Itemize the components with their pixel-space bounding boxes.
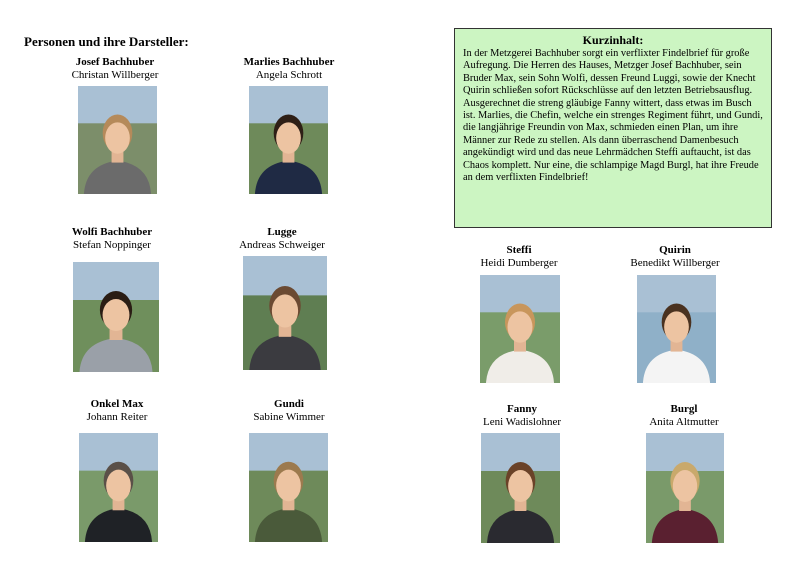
role-name: Josef Bachhuber (75, 56, 155, 68)
actor-name: Christan Willberger (71, 69, 159, 81)
summary-title: Kurzinhalt: (582, 33, 644, 47)
portrait-photo (646, 433, 724, 543)
actor-name: Andreas Schweiger (239, 239, 325, 251)
portrait-graphic (249, 433, 328, 542)
role-name: Onkel Max (90, 398, 144, 410)
actor-name: Leni Wadislohner (482, 416, 562, 428)
portrait-photo (480, 275, 560, 383)
role-name: Lugge (267, 226, 297, 238)
actor-name: Sabine Wimmer (253, 411, 325, 423)
portrait-graphic (73, 262, 159, 372)
portrait-photo (243, 256, 327, 370)
summary-text: In der Metzgerei Bachhuber sorgt ein verflixter Findelbrief für große Aufregung. Die Herren des Hauses, Metzger Josef Bachhuber, sein Bruder Max, sein Sohn Wolfi, dessen Freund Luggi, sowie der Knecht Quirin schließen sofort Rückschlüsse auf den letzten Betriebsausflug. Ausgerechnet die streng gläubige Fanny wittert, dass etwas im Busch ist. Marlies, die Chefin, welche ein strenges Regiment führt, und Gundi, die langjährige Freundin von Max, schmieden einen Plan, um ihre Männer zur Rede zu stellen. Als dann überraschend Damenbesuch angekündigt wird und das neue Lehrmädchen Steffi auftaucht, ist das Chaos komplett. Nur eine, die schlampige Magd Burgl, hat ihre Freude an dem verflixten Findelbrief! (463, 48, 763, 184)
summary-box (454, 28, 772, 228)
role-name: Marlies Bachhuber (243, 56, 335, 68)
role-name: Fanny (507, 403, 537, 415)
portrait-graphic (249, 86, 328, 194)
actor-name: Heidi Dumberger (480, 257, 558, 269)
cast-entry (444, 244, 594, 270)
role-name: Gundi (274, 398, 304, 410)
actor-name: Angela Schrott (255, 69, 323, 81)
role-name: Quirin (659, 244, 691, 256)
portrait-graphic (78, 86, 157, 194)
portrait-photo (79, 433, 158, 542)
portrait-graphic (637, 275, 716, 383)
portrait-graphic (480, 275, 560, 383)
role-name: Burgl (670, 403, 698, 415)
actor-name: Stefan Noppinger (73, 239, 151, 251)
portrait-graphic (646, 433, 724, 543)
cast-entry (40, 56, 190, 82)
cast-heading: Personen und ihre Darsteller: (24, 34, 189, 49)
cast-entry (37, 226, 187, 252)
cast-entry (42, 398, 192, 424)
role-name: Wolfi Bachhuber (71, 226, 153, 238)
portrait-photo (78, 86, 157, 194)
portrait-photo (637, 275, 716, 383)
portrait-photo (249, 86, 328, 194)
role-name: Steffi (506, 244, 532, 256)
cast-entry (609, 403, 759, 429)
actor-name: Johann Reiter (86, 411, 148, 423)
cast-entry (214, 398, 364, 424)
portrait-photo (73, 262, 159, 372)
cast-entry (207, 226, 357, 252)
portrait-graphic (243, 256, 327, 370)
cast-entry (214, 56, 364, 82)
actor-name: Benedikt Willberger (630, 257, 720, 269)
portrait-photo (249, 433, 328, 542)
portrait-photo (481, 433, 560, 543)
cast-entry (600, 244, 750, 270)
portrait-graphic (481, 433, 560, 543)
actor-name: Anita Altmutter (649, 416, 719, 428)
portrait-graphic (79, 433, 158, 542)
cast-entry (447, 403, 597, 429)
